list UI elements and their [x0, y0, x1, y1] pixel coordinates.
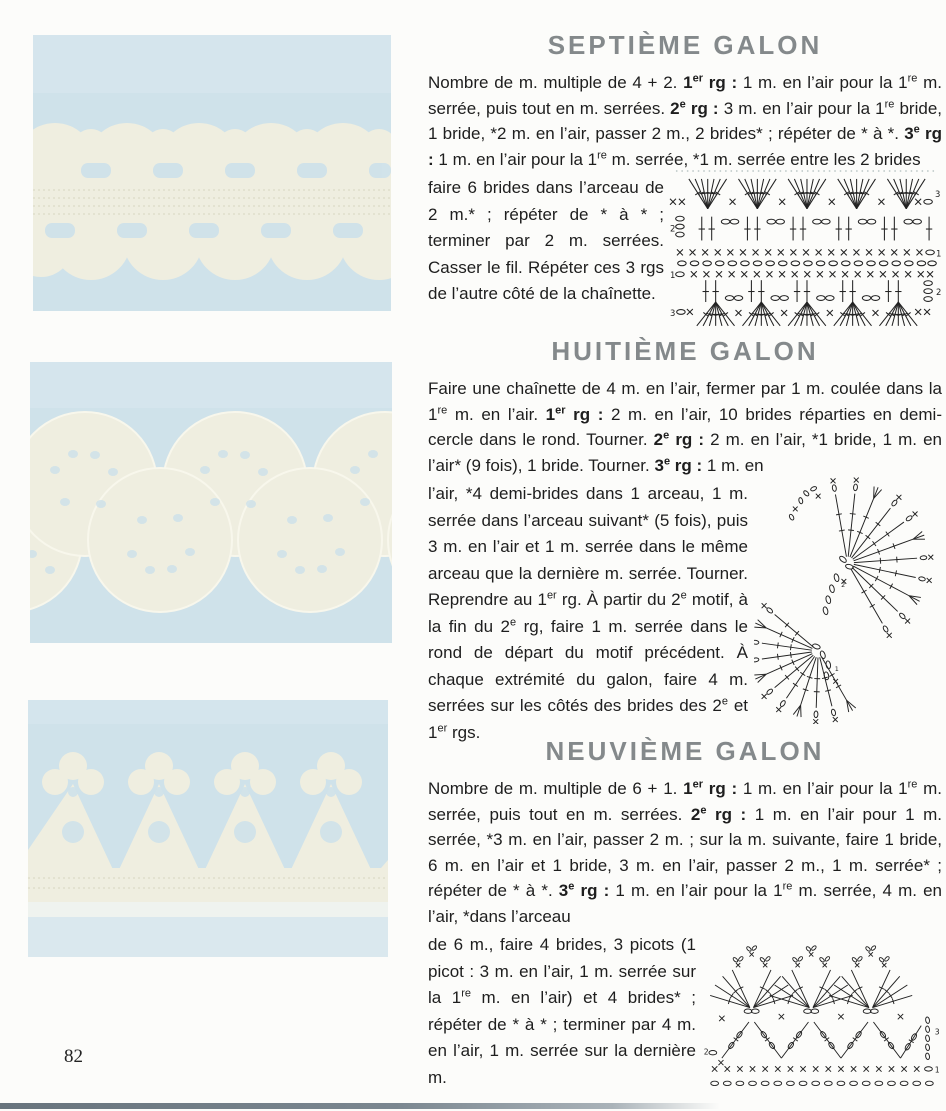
svg-text:2: 2 — [669, 223, 676, 234]
section-title: HUITIÈME GALON — [551, 336, 819, 366]
photo-trim-septieme-image — [33, 35, 391, 311]
svg-text:1: 1 — [669, 270, 676, 281]
section-title: SEPTIÈME GALON — [547, 30, 823, 60]
photo-trim-neuvieme — [28, 700, 388, 957]
svg-text:1: 1 — [934, 1065, 940, 1075]
section-huitieme-galon — [428, 336, 942, 746]
section-column-text: l’air, *4 demi-brides dans 1 arceau, 1 m. serrée dans l’arceau suivant* (5 fois), puis 3 m. en l’air et 1 m. serrée dans le même arceau que la dernière m. serrée. Tourner. Reprendre au 1er rg. À partir du 2e motif, à la fin du 2e rg, faire 1 m. serrée dans le rond de départ du motif précédent. À chaque extrémité du galon, faire 4 m. serrées sur les côtés des brides des 2e et 1er rgs. — [428, 484, 748, 742]
section-neuvieme-galon — [428, 736, 942, 1094]
svg-text:2: 2 — [936, 287, 942, 298]
svg-text:1: 1 — [936, 248, 942, 259]
section-column-text: de 6 m., faire 4 brides, 3 picots (1 picot : 3 m. en l’air, 1 m. serrée sur la 1re m. en l’air) et 4 brides* ; répéter de * à * ; terminer par 4 m. en l’air, 1 m. serrée sur la dernière m. — [428, 935, 696, 1087]
svg-text:1: 1 — [834, 665, 839, 674]
section-intro-text: Nombre de m. multiple de 4 + 2. 1er rg : 1 m. en l’air pour la 1re m. serrée, puis tout en m. serrées. 2e rg : 3 m. en l’air pour la 1re bride, 1 bride, *2 m. en l’air, passer 2 m., 2 brides* ; répéter de * à *. 3e rg : 1 m. en l’air pour la 1re m. serrée, *1 m. serrée entre les 2 brides — [428, 72, 943, 169]
crochet-chart-septieme — [668, 169, 942, 330]
photo-trim-huitieme-image — [30, 362, 392, 643]
photo-trim-neuvieme-image — [28, 700, 388, 957]
crochet-chart-huitieme — [754, 475, 942, 724]
section-title: NEUVIÈME GALON — [545, 736, 825, 766]
page-bottom-edge-bar — [0, 1103, 720, 1109]
page-number: 82 — [64, 1046, 83, 1067]
section-column-text: faire 6 brides dans l’arceau de 2 m.* ; répéter de * à * ; terminer par 2 m. serrées. Casser le fil. Répéter ces 3 rgs de l’autre côté de la chaînette. — [428, 178, 664, 303]
section-intro-text: Faire une chaînette de 4 m. en l’air, fermer par 1 m. coulée dans la 1re m. en l’air. 1er rg : 2 m. en l’air, 10 brides réparties en demi-cercle dans le rond. Tourner. 2e rg : 2 m. en l’air, *1 bride, 1 m. en l’air* (9 fois), 1 bride. Tourner. 3e rg : 1 m. en — [428, 379, 942, 475]
svg-text:2: 2 — [703, 1047, 709, 1057]
photo-trim-septieme — [33, 35, 391, 311]
section-septieme-galon — [428, 30, 942, 330]
svg-text:3: 3 — [934, 1027, 940, 1037]
crochet-chart-neuvieme — [702, 930, 942, 1094]
svg-text:3: 3 — [669, 307, 676, 318]
svg-text:2: 2 — [841, 580, 846, 589]
section-intro-text: Nombre de m. multiple de 6 + 1. 1er rg : 1 m. en l’air pour la 1re m. serrée, puis tout en m. serrées. 2e rg : 1 m. en l’air pour 1 m. serrée, *3 m. en l’air, passer 2 m. ; sur la m. suivante, faire 1 bride, 6 m. en l’air et 1 bride, 3 m. en l’air, passer 2 m., 1 m. serrée* ; répéter de * à *. 3e rg : 1 m. en l’air pour la 1re m. serrée, 4 m. en l’air, *dans l’arceau — [428, 778, 943, 926]
svg-text:3: 3 — [935, 188, 941, 199]
photo-trim-huitieme — [30, 362, 392, 643]
